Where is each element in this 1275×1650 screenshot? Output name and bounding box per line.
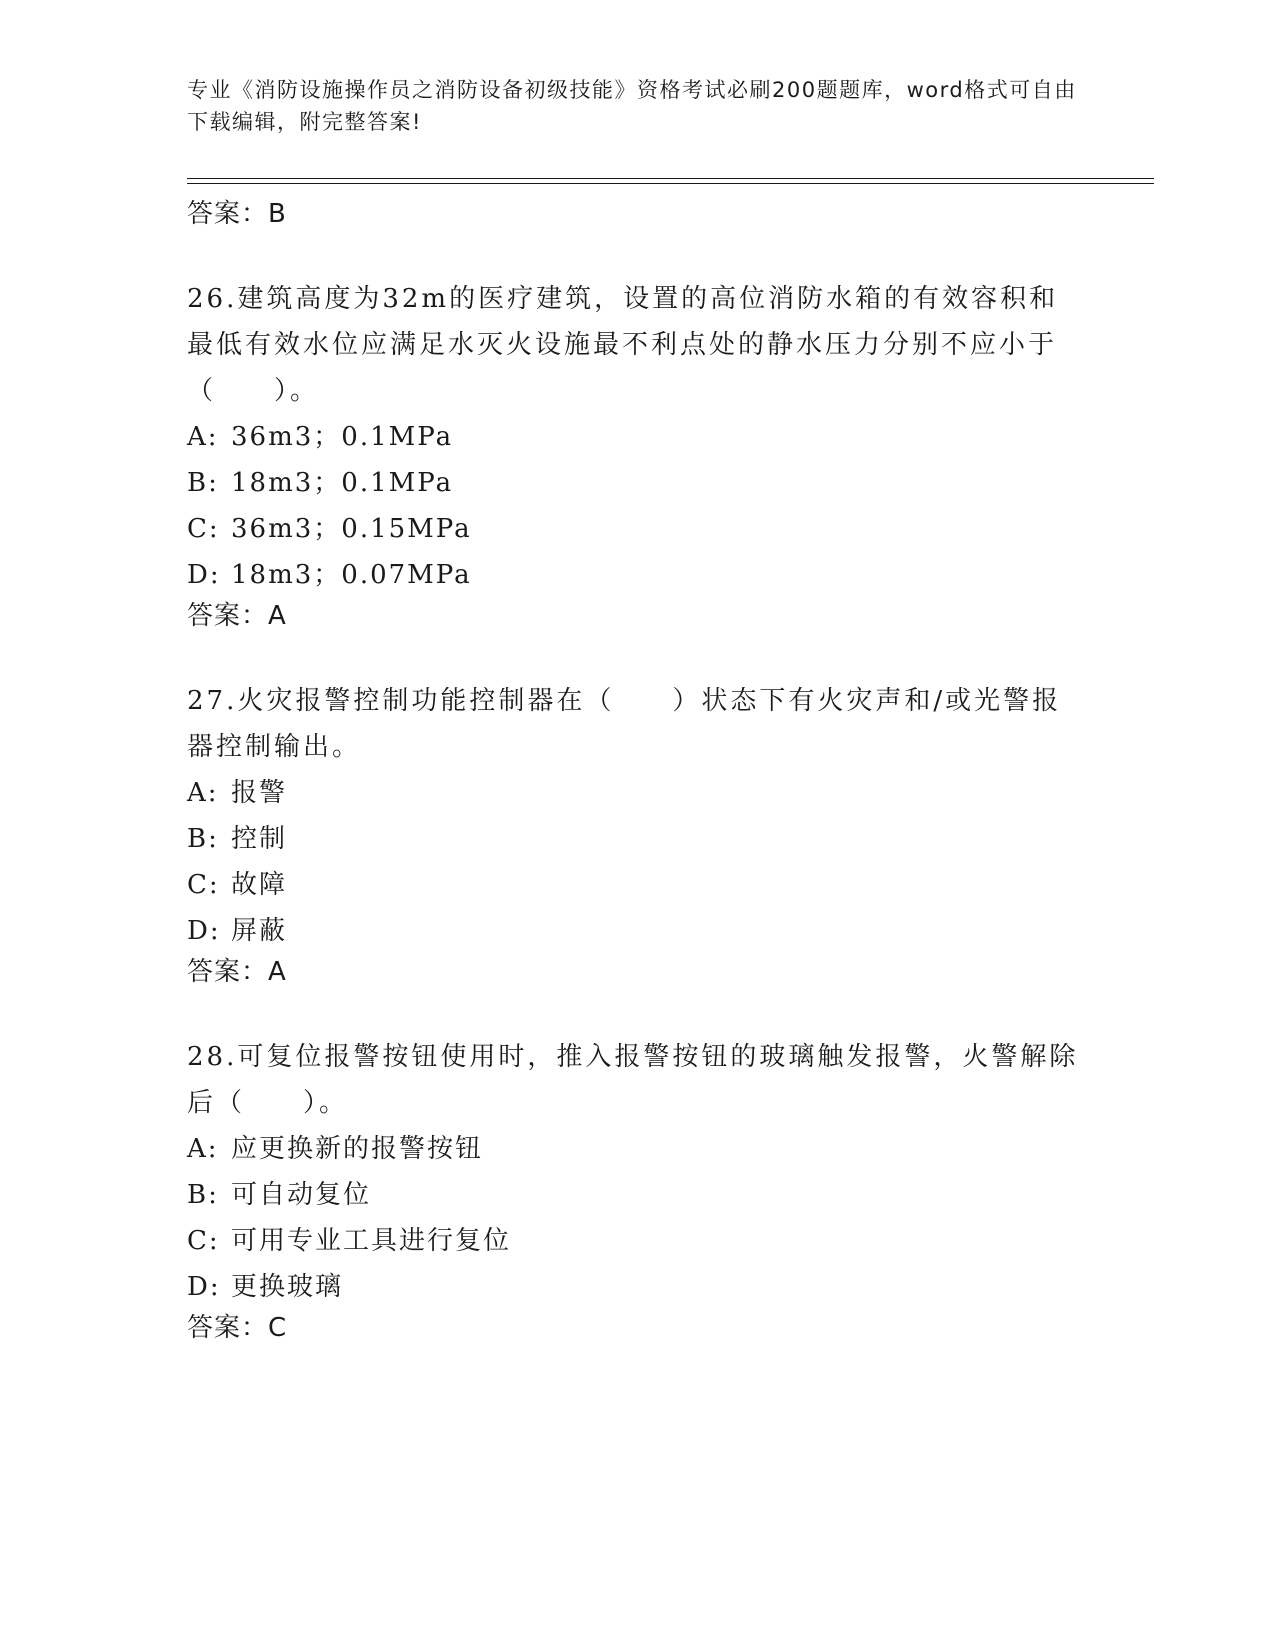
header-divider-top	[187, 178, 1154, 179]
option-a	[187, 1126, 1087, 1172]
option-key: C:	[187, 1226, 220, 1256]
option-text: 18m3；0.1MPa	[231, 468, 454, 498]
option-key: A:	[187, 1134, 219, 1164]
option-text: 应更换新的报警按钮	[231, 1134, 484, 1164]
option-key: C:	[187, 870, 220, 900]
option-d	[187, 908, 1087, 954]
option-key: B:	[187, 468, 219, 498]
question-28	[187, 1034, 1087, 1346]
option-text: 屏蔽	[231, 916, 288, 946]
header-divider-bottom	[187, 183, 1154, 184]
option-d	[187, 1264, 1087, 1310]
option-text: 更换玻璃	[231, 1272, 344, 1302]
question-text: 26.建筑高度为32m的医疗建筑，设置的高位消防水箱的有效容积和最低有效水位应满足水灭火设施最不利点处的静水压力分别不应小于（ ）。	[187, 284, 1059, 406]
option-text: 控制	[231, 824, 288, 854]
option-key: C:	[187, 514, 220, 544]
option-text: 18m3；0.07MPa	[231, 560, 472, 590]
option-c	[187, 506, 1087, 552]
answer-line: 答案：A	[187, 601, 287, 631]
option-b	[187, 816, 1087, 862]
option-c	[187, 862, 1087, 908]
option-text: 可用专业工具进行复位	[231, 1226, 512, 1256]
option-key: A:	[187, 778, 219, 808]
option-b	[187, 1172, 1087, 1218]
question-text: 27.火灾报警控制功能控制器在（ ）状态下有火灾声和/或光警报器控制输出。	[187, 686, 1062, 762]
option-a	[187, 414, 1087, 460]
document-body	[187, 192, 1087, 1346]
document-header: 专业《消防设施操作员之消防设备初级技能》资格考试必刷200题题库，word格式可自由下载编辑，附完整答案!	[187, 78, 1077, 134]
option-key: B:	[187, 1180, 219, 1210]
option-key: D:	[187, 916, 221, 946]
option-key: B:	[187, 824, 219, 854]
option-text: 报警	[231, 778, 288, 808]
answer-line: 答案：C	[187, 1313, 288, 1343]
question-26	[187, 276, 1087, 634]
option-text: 36m3；0.1MPa	[231, 422, 454, 452]
option-b	[187, 460, 1087, 506]
option-text: 可自动复位	[231, 1180, 372, 1210]
option-a	[187, 770, 1087, 816]
answer-line: 答案：A	[187, 957, 287, 987]
option-text: 36m3；0.15MPa	[231, 514, 472, 544]
option-key: D:	[187, 1272, 221, 1302]
option-key: D:	[187, 560, 221, 590]
option-text: 故障	[231, 870, 288, 900]
option-c	[187, 1218, 1087, 1264]
previous-answer: 答案：B	[187, 199, 287, 229]
option-key: A:	[187, 422, 219, 452]
question-27	[187, 678, 1087, 990]
question-text: 28.可复位报警按钮使用时，推入报警按钮的玻璃触发报警，火警解除后（ ）。	[187, 1042, 1079, 1118]
option-d	[187, 552, 1087, 598]
